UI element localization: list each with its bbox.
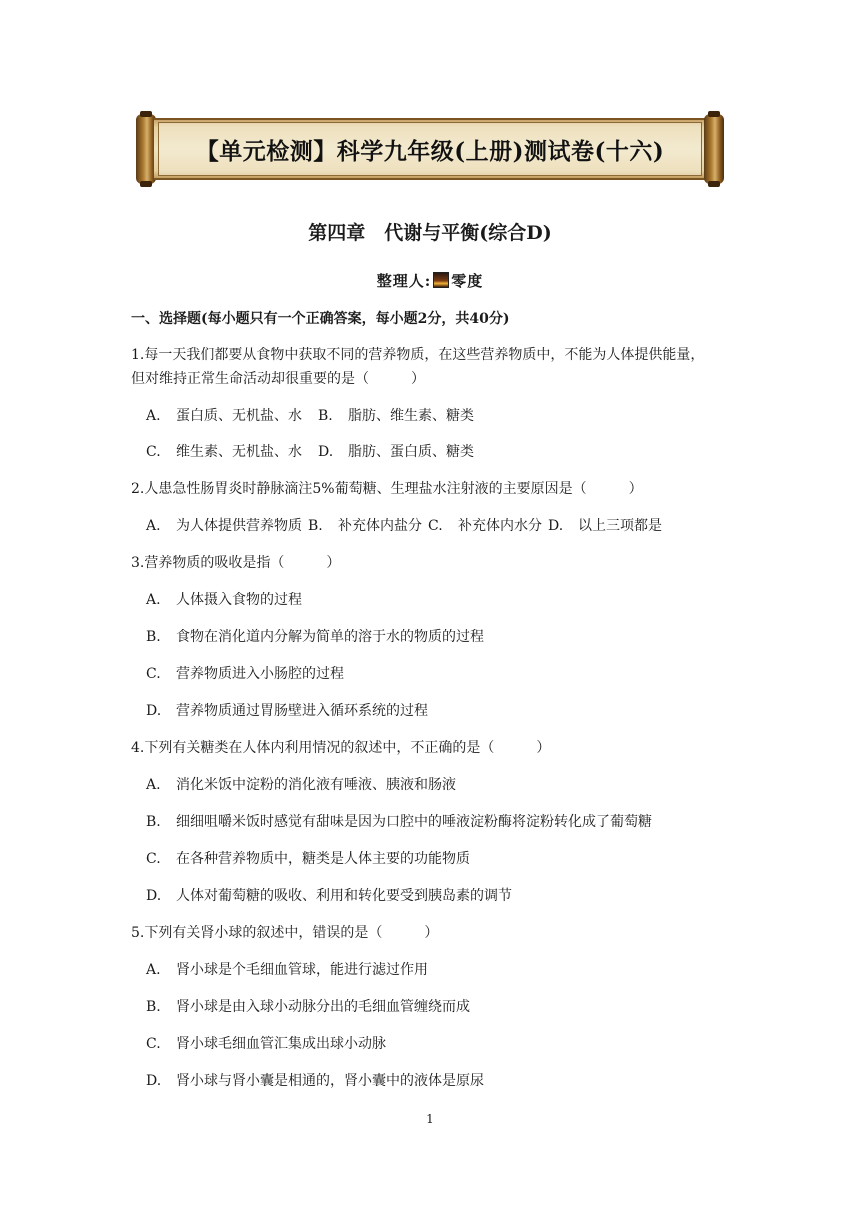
option-text: 在各种营养物质中，糖类是人体主要的功能物质 <box>176 851 470 867</box>
sunset-emblem-icon <box>433 272 449 288</box>
compiler-prefix: 整理人: <box>376 272 432 290</box>
question-3-option-a <box>146 589 302 609</box>
option-text: 营养物质进入小肠腔的过程 <box>176 666 344 682</box>
compiler-name: 零度 <box>451 272 484 290</box>
question-1-options-row-2 <box>146 441 474 461</box>
question-1-line-2: 但对维持正常生命活动却很重要的是（ ） <box>131 371 425 387</box>
question-4-option-a <box>146 774 456 794</box>
option-label: B. <box>146 629 161 645</box>
option-label: A. <box>146 592 161 608</box>
option-label: D. <box>548 518 564 534</box>
option-label: D. <box>146 703 162 719</box>
option-label: A. <box>146 518 161 534</box>
compiler-line <box>0 270 860 291</box>
option-text: 补充体内盐分 <box>338 518 422 534</box>
question-4-option-d <box>146 885 512 905</box>
option-label: C. <box>146 444 161 460</box>
question-1-options-row-1 <box>146 405 474 425</box>
option-text: 人体对葡萄糖的吸收、利用和转化要受到胰岛素的调节 <box>176 888 512 904</box>
question-3-option-d <box>146 700 428 720</box>
question-5-option-c <box>146 1033 386 1053</box>
option-text: 补充体内水分 <box>458 518 542 534</box>
option-text: 肾小球是个毛细血管球，能进行滤过作用 <box>176 962 428 978</box>
scroll-rod-right <box>704 114 724 184</box>
option-text: 肾小球毛细血管汇集成出球小动脉 <box>176 1036 386 1052</box>
question-1-line-1: 1.每一天我们都要从食物中获取不同的营养物质，在这些营养物质中，不能为人体提供能量， <box>131 347 705 363</box>
question-2-line-1: 2.人患急性肠胃炎时静脉滴注5%葡萄糖、生理盐水注射液的主要原因是（ ） <box>131 481 643 497</box>
scroll-rod-left <box>136 114 156 184</box>
question-3-option-b <box>146 626 484 646</box>
option-text: 维生素、无机盐、水 <box>176 444 302 460</box>
option-text: 营养物质通过胃肠壁进入循环系统的过程 <box>176 703 428 719</box>
option-label: D. <box>318 444 334 460</box>
question-4-option-b <box>146 811 652 831</box>
question-5-option-b <box>146 996 470 1016</box>
option-label: C. <box>146 666 161 682</box>
option-label: B. <box>308 518 323 534</box>
option-text: 蛋白质、无机盐、水 <box>176 408 302 424</box>
option-label: A. <box>146 962 161 978</box>
question-5-option-d <box>146 1070 484 1090</box>
option-text: 人体摄入食物的过程 <box>176 592 302 608</box>
option-text: 消化米饭中淀粉的消化液有唾液、胰液和肠液 <box>176 777 456 793</box>
question-5-line-1: 5.下列有关肾小球的叙述中，错误的是（ ） <box>131 925 439 941</box>
option-label: A. <box>146 408 161 424</box>
option-text: 食物在消化道内分解为简单的溶于水的物质的过程 <box>176 629 484 645</box>
question-5-option-a <box>146 959 428 979</box>
document-title: 【单元检测】科学九年级(上册)测试卷(十六) <box>195 137 665 165</box>
option-label: D. <box>146 888 162 904</box>
question-4-option-c <box>146 848 470 868</box>
option-label: A. <box>146 777 161 793</box>
option-label: C. <box>146 851 161 867</box>
option-text: 为人体提供营养物质 <box>176 518 302 534</box>
scroll-title-frame <box>158 122 702 176</box>
option-text: 以上三项都是 <box>578 518 662 534</box>
option-label: B. <box>318 408 333 424</box>
chapter-heading: 第四章 代谢与平衡(综合D) <box>308 222 552 244</box>
question-3-line-1: 3.营养物质的吸收是指（ ） <box>131 555 341 571</box>
option-text: 脂肪、维生素、糖类 <box>348 408 474 424</box>
option-text: 细细咀嚼米饭时感觉有甜味是因为口腔中的唾液淀粉酶将淀粉转化成了葡萄糖 <box>176 814 652 830</box>
section-heading: 一、选择题(每小题只有一个正确答案，每小题2分，共40分) <box>131 311 510 327</box>
question-3-option-c <box>146 663 344 683</box>
question-4-line-1: 4.下列有关糖类在人体内利用情况的叙述中，不正确的是（ ） <box>131 740 551 756</box>
option-text: 肾小球是由入球小动脉分出的毛细血管缠绕而成 <box>176 999 470 1015</box>
page-number: 1 <box>426 1112 434 1126</box>
option-label: B. <box>146 814 161 830</box>
option-label: C. <box>428 518 443 534</box>
title-scroll-banner <box>136 114 724 184</box>
question-2-options-row <box>146 515 662 535</box>
option-label: C. <box>146 1036 161 1052</box>
option-text: 肾小球与肾小囊是相通的，肾小囊中的液体是原尿 <box>176 1073 484 1089</box>
option-text: 脂肪、蛋白质、糖类 <box>348 444 474 460</box>
option-label: B. <box>146 999 161 1015</box>
option-label: D. <box>146 1073 162 1089</box>
